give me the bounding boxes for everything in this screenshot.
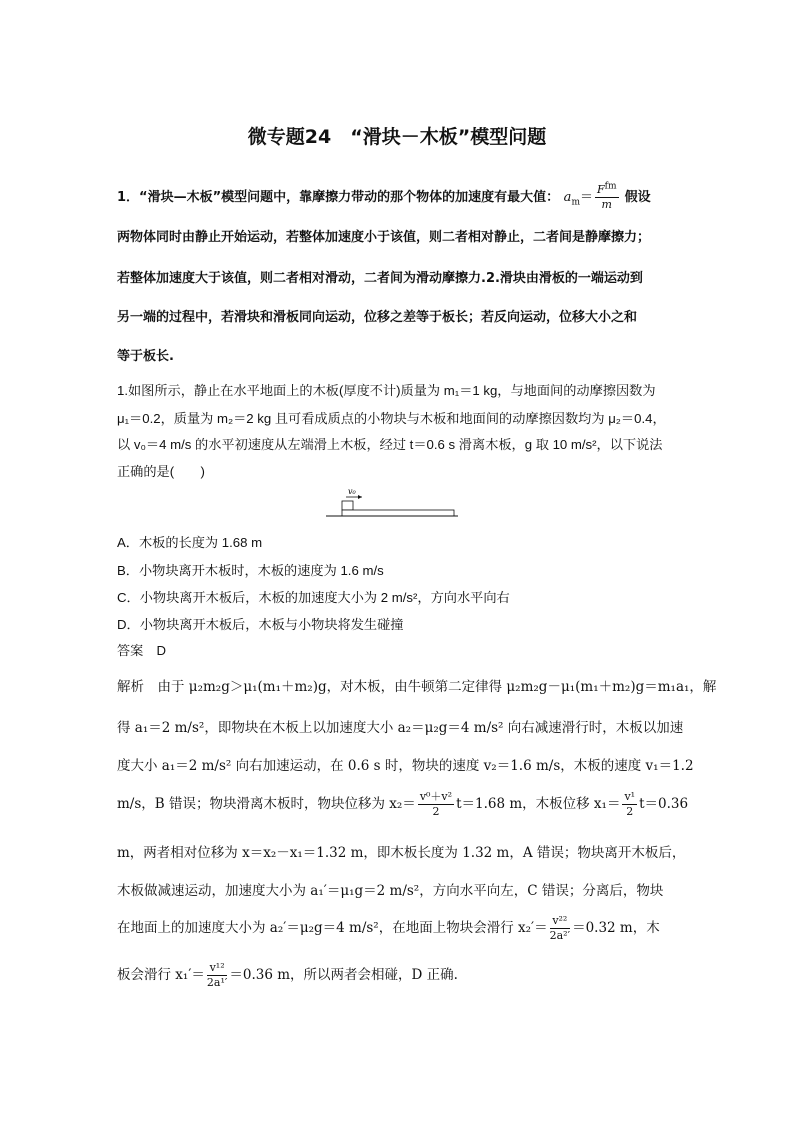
analysis-7-pre: 在地面上的加速度大小为 a₂′＝μ₂g＝4 m/s²，在地面上物块会滑行 x₂′＝ [117,920,548,936]
fraction-num-sub: fm [604,181,617,192]
question-line-3: 以 v₀＝4 m/s 的水平初速度从左端滑上木板，经过 t＝0.6 s 滑离木板，g 取 10 m/s²，以下说法 [117,437,663,452]
fraction-x2p-num: v²² [550,914,570,929]
wooden-board [342,510,454,516]
option-a: A．木板的长度为 1.68 m [117,535,263,550]
fraction-num: F [597,183,605,196]
analysis-line-2: 得 a₁＝2 m/s²，即物块在木板上以加速度大小 a₂＝μ₂g＝4 m/s² 向右减速滑行时，木板以加速 [117,720,684,736]
fraction-fm-over-m [595,183,619,212]
analysis-line-5: m，两者相对位移为 x＝x₂－x₁＝1.32 m，即木板长度为 1.32 m，A 错误；物块离开木板后， [117,845,686,861]
answer-line: 答案 D [117,643,167,658]
analysis-4-post: t＝0.36 [639,796,689,812]
analysis-8-pre: 板会滑行 x₁′＝ [117,967,205,983]
analysis-line-6: 木板做减速运动，加速度大小为 a₁′＝μ₁g＝2 m/s²，方向水平向左，C 错误；分离后，物块 [117,883,664,899]
question-line-2: μ₁＝0.2，质量为 m₂＝2 kg 且可看成质点的小物块与木板和地面间的动摩擦因数均为 μ₂＝0.4， [117,411,666,426]
analysis-line-8 [117,961,458,990]
analysis-line-4 [117,790,688,819]
intro-line-2: 两物体同时由静止开始运动，若整体加速度小于该值，则二者相对静止，二者间是静摩擦力； [117,230,651,245]
analysis-8-post: ＝0.36 m，所以两者会相碰，D 正确. [229,967,458,983]
option-d: D．小物块离开木板后，木板与小物块将发生碰撞 [117,617,404,632]
analysis-line-7 [117,914,660,943]
analysis-4-pre: m/s，B 错误；物块滑离木板时，物块位移为 x₂＝ [117,796,416,812]
fraction-x2-den: 2 [432,805,440,818]
option-b: B．小物块离开木板时，木板的速度为 1.6 m/s [117,563,384,578]
formula-eq: ＝ [579,190,593,205]
fraction-den: m [601,198,612,211]
intro-line-5: 等于板长. [117,349,174,364]
formula-am: a [563,190,572,205]
fraction-x1-prime [207,961,227,990]
analysis-line-1: 解析 由于 μ₂m₂g＞μ₁(m₁＋m₂)g，对木板，由牛顿第二定律得 μ₂m₂g－μ₁(m₁＋m₂)g＝m₁a₁，解 [117,679,717,695]
option-c: C．小物块离开木板后，木板的加速度大小为 2 m/s²，方向水平向右 [117,590,510,605]
fraction-x2 [418,790,454,819]
fraction-x1-num: v¹ [624,790,636,803]
intro-line-1 [117,183,651,212]
question-line-1: 1.如图所示，静止在水平地面上的木板(厚度不计)质量为 m₁＝1 kg，与地面间的动摩擦因数为 [117,383,656,398]
page-title: 微专题24 “滑块－木板”模型问题 [247,126,547,148]
fraction-x1-den: 2 [626,805,634,818]
fraction-x2-num: v⁰＋v² [419,790,453,803]
fraction-x1p-den: 2a¹′ [206,976,228,989]
analysis-4-mid: t＝1.68 m，木板位移 x₁＝ [456,796,621,812]
intro-line-3: 若整体加速度大于该值，则二者相对滑动，二者间为滑动摩擦力.2.滑块由滑板的一端运动到 [117,271,643,286]
fraction-x2-prime [550,914,570,943]
block-on-board-diagram [322,484,462,524]
fraction-x1p-num: v¹² [207,961,227,976]
question-line-4: 正确的是( ) [117,464,205,479]
analysis-line-3: 度大小 a₁＝2 m/s² 向右加速运动，在 0.6 s 时，物块的速度 v₂＝1.6 m/s，木板的速度 v₁＝1.2 [117,758,694,774]
fraction-x1 [622,790,637,819]
analysis-7-post: ＝0.32 m，木 [572,920,660,936]
small-block [342,501,353,510]
intro-line-4: 另一端的过程中，若滑块和滑板同向运动，位移之差等于板长；若反向运动，位移大小之和 [117,310,638,325]
formula-am-sub: m [571,197,580,208]
intro-text-1b: 假设 [624,190,651,205]
velocity-label: v₀ [348,487,356,496]
velocity-arrowhead [358,495,362,499]
intro-text-1a: 1．“滑块—木板”模型问题中，靠摩擦力带动的那个物体的加速度有最大值： [117,190,560,205]
fraction-x2p-den: 2a²′ [549,929,571,942]
